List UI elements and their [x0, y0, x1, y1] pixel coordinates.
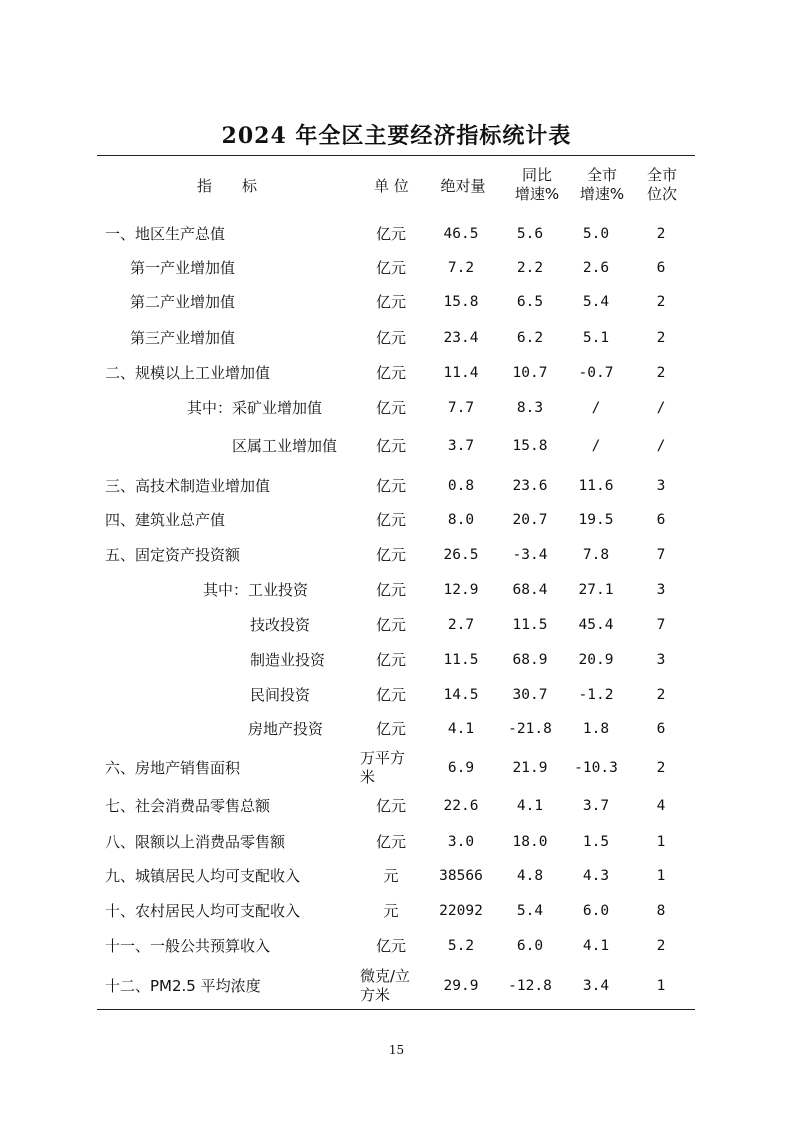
yoy-growth-cell: -21.8: [508, 721, 552, 737]
absolute-cell: 26.5: [443, 547, 479, 563]
absolute-cell: 11.5: [443, 652, 479, 668]
city-growth-cell: 5.4: [582, 294, 610, 310]
indicator-cell: 第二产业增加值: [130, 293, 236, 311]
page-number: 15: [388, 1043, 405, 1057]
yoy-growth-cell: 21.9: [512, 760, 548, 776]
city-rank-cell: 2: [656, 365, 666, 381]
yoy-growth-cell: 15.8: [512, 438, 548, 454]
unit-cell: 亿元: [375, 259, 407, 277]
unit-cell: [360, 967, 410, 1005]
unit-cell: 亿元: [375, 546, 407, 564]
unit-cell: 元: [383, 902, 399, 920]
city-rank-cell: 7: [656, 547, 666, 563]
absolute-cell: 3.0: [447, 834, 475, 850]
yoy-growth-cell: -3.4: [512, 547, 548, 563]
city-growth-cell: 3.7: [582, 798, 610, 814]
yoy-growth-cell: 5.6: [516, 226, 544, 242]
unit-cell: [360, 749, 405, 787]
city-rank-cell: 6: [656, 260, 666, 276]
yoy-growth-cell: 10.7: [512, 365, 548, 381]
yoy-growth-cell: 6.2: [516, 330, 544, 346]
header-absolute: 绝对量: [440, 177, 486, 195]
indicator-cell: 二、规模以上工业增加值: [105, 364, 271, 382]
absolute-cell: 3.7: [447, 438, 475, 454]
absolute-cell: 0.8: [447, 478, 475, 494]
unit-cell: 亿元: [375, 581, 407, 599]
unit-cell: 亿元: [375, 293, 407, 311]
unit-line1: 万平方: [360, 749, 406, 767]
unit-cell: 亿元: [375, 225, 407, 243]
indicator-cell: 第一产业增加值: [130, 259, 236, 277]
city-rank-cell: 6: [656, 721, 666, 737]
absolute-cell: 12.9: [443, 582, 479, 598]
indicator-cell: 四、建筑业总产值: [105, 511, 226, 529]
city-rank-cell: 1: [656, 978, 666, 994]
header-rank-line1: 全市: [646, 166, 677, 184]
unit-line2: 米: [360, 768, 376, 786]
city-growth-cell: 1.8: [582, 721, 610, 737]
yoy-growth-cell: 8.3: [516, 400, 544, 416]
absolute-cell: 22092: [439, 903, 483, 919]
city-rank-cell: 3: [656, 478, 666, 494]
unit-line1: 微克/立: [360, 967, 411, 985]
absolute-cell: 7.2: [447, 260, 475, 276]
indicator-cell: 区属工业增加值: [232, 437, 338, 455]
header-rank-line2: 位次: [646, 185, 677, 203]
indicator-cell: 一、地区生产总值: [105, 225, 226, 243]
yoy-growth-cell: 30.7: [512, 687, 548, 703]
city-growth-cell: 7.8: [582, 547, 610, 563]
indicator-cell: 九、城镇居民人均可支配收入: [105, 867, 301, 885]
city-growth-cell: 20.9: [578, 652, 614, 668]
yoy-growth-cell: 4.8: [516, 868, 544, 884]
city-growth-cell: 11.6: [578, 478, 614, 494]
city-growth-cell: -1.2: [578, 687, 614, 703]
unit-cell: 亿元: [375, 364, 407, 382]
city-growth-cell: -10.3: [574, 760, 618, 776]
city-growth-cell: 4.1: [582, 938, 610, 954]
unit-line2: 方米: [360, 986, 391, 1004]
city-growth-cell: -0.7: [578, 365, 614, 381]
yoy-growth-cell: 6.0: [516, 938, 544, 954]
city-growth-cell: 6.0: [582, 903, 610, 919]
absolute-cell: 5.2: [447, 938, 475, 954]
unit-cell: 亿元: [375, 833, 407, 851]
city-growth-cell: /: [591, 438, 601, 454]
city-rank-cell: 4: [656, 798, 666, 814]
unit-cell: 亿元: [375, 329, 407, 347]
city-rank-cell: 2: [656, 760, 666, 776]
header-indicator: 指 标: [197, 177, 258, 195]
yoy-growth-cell: 11.5: [512, 617, 548, 633]
unit-cell: 亿元: [375, 616, 407, 634]
header-yoy-line1: 同比: [521, 166, 552, 184]
city-growth-cell: 1.5: [582, 834, 610, 850]
indicator-cell: 五、固定资产投资额: [105, 546, 241, 564]
yoy-growth-cell: 18.0: [512, 834, 548, 850]
yoy-growth-cell: 5.4: [516, 903, 544, 919]
absolute-cell: 6.9: [447, 760, 475, 776]
absolute-cell: 46.5: [443, 226, 479, 242]
indicator-cell: 三、高技术制造业增加值: [105, 477, 271, 495]
city-rank-cell: 3: [656, 582, 666, 598]
yoy-growth-cell: 20.7: [512, 512, 548, 528]
absolute-cell: 29.9: [443, 978, 479, 994]
city-growth-cell: 5.1: [582, 330, 610, 346]
city-growth-cell: 5.0: [582, 226, 610, 242]
table-top-rule: [97, 155, 695, 156]
header-city-line2: 增速%: [579, 185, 625, 203]
yoy-growth-cell: 23.6: [512, 478, 548, 494]
unit-cell: 亿元: [375, 686, 407, 704]
city-rank-cell: 3: [656, 652, 666, 668]
absolute-cell: 14.5: [443, 687, 479, 703]
yoy-growth-cell: 2.2: [516, 260, 544, 276]
header-yoy-line2: 增速%: [514, 185, 560, 203]
city-growth-cell: 4.3: [582, 868, 610, 884]
unit-cell: 亿元: [375, 937, 407, 955]
yoy-growth-cell: -12.8: [508, 978, 552, 994]
unit-cell: 亿元: [375, 720, 407, 738]
city-growth-cell: 27.1: [578, 582, 614, 598]
absolute-cell: 2.7: [447, 617, 475, 633]
city-rank-cell: 6: [656, 512, 666, 528]
header-unit: 单 位: [374, 177, 409, 195]
absolute-cell: 23.4: [443, 330, 479, 346]
absolute-cell: 7.7: [447, 400, 475, 416]
indicator-cell: 十二、PM2.5 平均浓度: [105, 977, 261, 995]
city-rank-cell: 1: [656, 868, 666, 884]
absolute-cell: 15.8: [443, 294, 479, 310]
yoy-growth-cell: 4.1: [516, 798, 544, 814]
absolute-cell: 4.1: [447, 721, 475, 737]
indicator-cell: 制造业投资: [250, 651, 326, 669]
unit-cell: 亿元: [375, 511, 407, 529]
city-rank-cell: 1: [656, 834, 666, 850]
city-growth-cell: 2.6: [582, 260, 610, 276]
indicator-cell: 其中：采矿业增加值: [187, 399, 323, 417]
indicator-cell: 其中：工业投资: [203, 581, 309, 599]
city-rank-cell: 2: [656, 687, 666, 703]
unit-cell: 亿元: [375, 797, 407, 815]
city-rank-cell: 2: [656, 938, 666, 954]
city-rank-cell: 2: [656, 226, 666, 242]
city-rank-cell: /: [656, 438, 666, 454]
absolute-cell: 8.0: [447, 512, 475, 528]
yoy-growth-cell: 68.4: [512, 582, 548, 598]
indicator-cell: 八、限额以上消费品零售额: [105, 833, 286, 851]
city-growth-cell: /: [591, 400, 601, 416]
unit-cell: 亿元: [375, 477, 407, 495]
indicator-cell: 民间投资: [250, 686, 311, 704]
city-growth-cell: 45.4: [578, 617, 614, 633]
city-growth-cell: 3.4: [582, 978, 610, 994]
indicator-cell: 房地产投资: [248, 720, 324, 738]
yoy-growth-cell: 6.5: [516, 294, 544, 310]
city-rank-cell: 2: [656, 330, 666, 346]
unit-cell: 亿元: [375, 437, 407, 455]
table-bottom-rule: [97, 1009, 695, 1010]
header-yoy: [510, 166, 564, 204]
city-rank-cell: 2: [656, 294, 666, 310]
absolute-cell: 11.4: [443, 365, 479, 381]
indicator-cell: 十一、一般公共预算收入: [105, 937, 271, 955]
header-city-line1: 全市: [586, 166, 617, 184]
city-rank-cell: 8: [656, 903, 666, 919]
absolute-cell: 22.6: [443, 798, 479, 814]
absolute-cell: 38566: [439, 868, 483, 884]
indicator-cell: 六、房地产销售面积: [105, 759, 241, 777]
header-rank: [644, 166, 680, 204]
unit-cell: 元: [383, 867, 399, 885]
page-title: 2024 年全区主要经济指标统计表: [221, 123, 572, 149]
yoy-growth-cell: 68.9: [512, 652, 548, 668]
indicator-cell: 技改投资: [250, 616, 311, 634]
city-growth-cell: 19.5: [578, 512, 614, 528]
indicator-cell: 十、农村居民人均可支配收入: [105, 902, 301, 920]
city-rank-cell: 7: [656, 617, 666, 633]
unit-cell: 亿元: [375, 651, 407, 669]
indicator-cell: 七、社会消费品零售总额: [105, 797, 271, 815]
header-city-growth: [575, 166, 629, 204]
unit-cell: 亿元: [375, 399, 407, 417]
city-rank-cell: /: [656, 400, 666, 416]
indicator-cell: 第三产业增加值: [130, 329, 236, 347]
